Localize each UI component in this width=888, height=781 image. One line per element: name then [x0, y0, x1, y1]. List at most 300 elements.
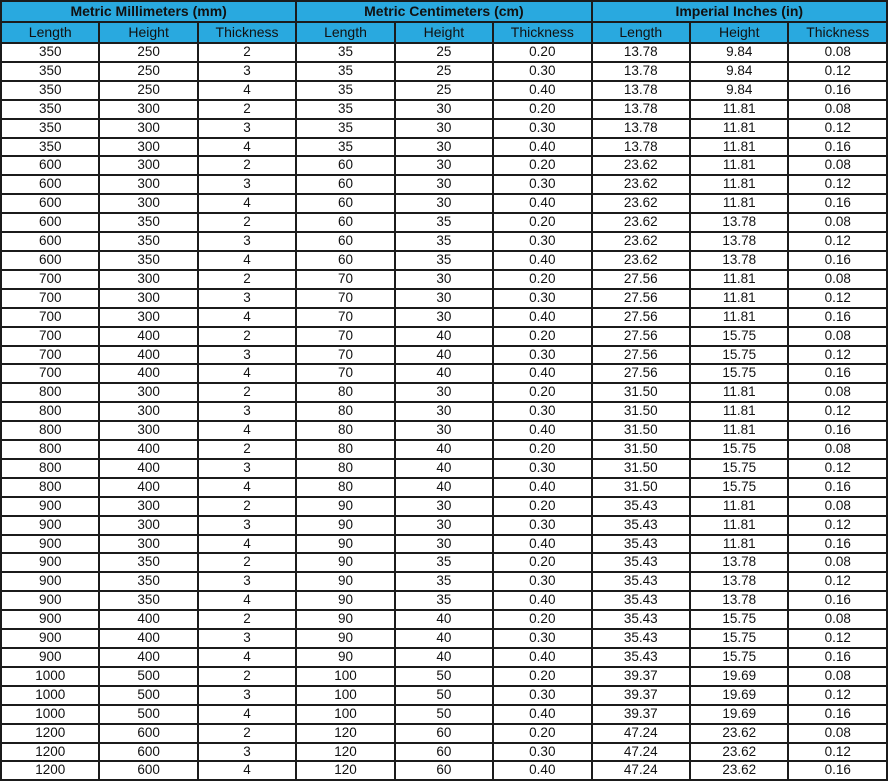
table-cell: 11.81: [690, 516, 788, 535]
table-cell: 2: [198, 100, 296, 119]
table-cell: 0.12: [788, 232, 887, 251]
table-cell: 600: [99, 743, 197, 762]
table-cell: 2: [198, 43, 296, 62]
table-cell: 60: [296, 213, 394, 232]
table-row: [1, 346, 887, 365]
table-row: [1, 667, 887, 686]
table-cell: 13.78: [690, 591, 788, 610]
table-cell: 25: [395, 81, 493, 100]
table-cell: 39.37: [592, 705, 691, 724]
table-cell: 2: [198, 327, 296, 346]
table-cell: 47.24: [592, 743, 691, 762]
table-cell: 30: [395, 100, 493, 119]
table-cell: 15.75: [690, 478, 788, 497]
table-cell: 19.69: [690, 705, 788, 724]
table-cell: 0.16: [788, 138, 887, 157]
table-cell: 1200: [1, 743, 99, 762]
table-cell: 11.81: [690, 289, 788, 308]
table-cell: 11.81: [690, 383, 788, 402]
table-cell: 35: [395, 572, 493, 591]
table-cell: 40: [395, 364, 493, 383]
table-cell: 30: [395, 270, 493, 289]
table-cell: 300: [99, 497, 197, 516]
table-cell: 0.08: [788, 440, 887, 459]
table-cell: 90: [296, 629, 394, 648]
table-cell: 11.81: [690, 119, 788, 138]
table-cell: 1000: [1, 667, 99, 686]
table-cell: 11.81: [690, 402, 788, 421]
table-cell: 300: [99, 516, 197, 535]
table-cell: 35: [395, 553, 493, 572]
table-cell: 400: [99, 459, 197, 478]
table-cell: 70: [296, 346, 394, 365]
table-cell: 60: [296, 156, 394, 175]
table-cell: 70: [296, 289, 394, 308]
column-header-cm-thickness: Thickness: [493, 22, 591, 43]
table-cell: 900: [1, 648, 99, 667]
column-header-mm-length: Length: [1, 22, 99, 43]
table-cell: 0.16: [788, 194, 887, 213]
table-row: [1, 705, 887, 724]
table-cell: 350: [1, 100, 99, 119]
column-header-row: [1, 22, 887, 43]
table-cell: 4: [198, 251, 296, 270]
table-row: [1, 270, 887, 289]
table-cell: 3: [198, 516, 296, 535]
table-cell: 300: [99, 138, 197, 157]
table-cell: 300: [99, 156, 197, 175]
table-cell: 11.81: [690, 175, 788, 194]
table-cell: 0.12: [788, 175, 887, 194]
table-cell: 35.43: [592, 553, 691, 572]
table-cell: 11.81: [690, 270, 788, 289]
table-cell: 0.40: [493, 364, 591, 383]
table-cell: 13.78: [592, 138, 691, 157]
table-cell: 30: [395, 497, 493, 516]
table-cell: 0.40: [493, 535, 591, 554]
table-cell: 600: [99, 761, 197, 780]
table-row: [1, 327, 887, 346]
table-cell: 0.20: [493, 383, 591, 402]
table-cell: 700: [1, 270, 99, 289]
table-cell: 0.16: [788, 591, 887, 610]
table-cell: 0.30: [493, 629, 591, 648]
table-cell: 300: [99, 402, 197, 421]
table-cell: 90: [296, 572, 394, 591]
table-cell: 9.84: [690, 43, 788, 62]
table-cell: 23.62: [592, 194, 691, 213]
table-cell: 30: [395, 175, 493, 194]
table-cell: 2: [198, 724, 296, 743]
table-cell: 400: [99, 440, 197, 459]
table-cell: 35: [395, 591, 493, 610]
table-body: [1, 43, 887, 780]
table-row: [1, 648, 887, 667]
table-cell: 27.56: [592, 308, 691, 327]
table-row: [1, 138, 887, 157]
table-cell: 0.16: [788, 308, 887, 327]
table-cell: 30: [395, 308, 493, 327]
table-cell: 35: [395, 213, 493, 232]
table-row: [1, 383, 887, 402]
table-cell: 15.75: [690, 629, 788, 648]
table-cell: 4: [198, 478, 296, 497]
table-cell: 0.08: [788, 553, 887, 572]
table-cell: 35: [395, 251, 493, 270]
table-cell: 1200: [1, 724, 99, 743]
table-cell: 2: [198, 213, 296, 232]
table-cell: 4: [198, 81, 296, 100]
table-cell: 0.16: [788, 81, 887, 100]
table-cell: 350: [1, 43, 99, 62]
table-row: [1, 591, 887, 610]
table-cell: 0.40: [493, 591, 591, 610]
group-header-metric-mm: Metric Millimeters (mm): [1, 1, 296, 22]
table-cell: 0.30: [493, 62, 591, 81]
table-cell: 11.81: [690, 535, 788, 554]
table-row: [1, 364, 887, 383]
table-row: [1, 43, 887, 62]
table-cell: 0.08: [788, 383, 887, 402]
table-cell: 80: [296, 459, 394, 478]
table-cell: 0.30: [493, 459, 591, 478]
table-cell: 0.08: [788, 327, 887, 346]
table-cell: 0.08: [788, 156, 887, 175]
table-cell: 250: [99, 62, 197, 81]
table-cell: 0.20: [493, 270, 591, 289]
table-cell: 35: [395, 232, 493, 251]
table-row: [1, 516, 887, 535]
table-row: [1, 175, 887, 194]
table-row: [1, 686, 887, 705]
table-cell: 70: [296, 308, 394, 327]
table-row: [1, 478, 887, 497]
table-cell: 0.30: [493, 119, 591, 138]
table-cell: 350: [99, 213, 197, 232]
table-cell: 300: [99, 194, 197, 213]
table-cell: 2: [198, 440, 296, 459]
table-row: [1, 761, 887, 780]
table-cell: 11.81: [690, 138, 788, 157]
table-cell: 0.16: [788, 364, 887, 383]
table-cell: 600: [1, 232, 99, 251]
table-row: [1, 535, 887, 554]
table-cell: 500: [99, 705, 197, 724]
table-cell: 0.20: [493, 497, 591, 516]
table-cell: 3: [198, 119, 296, 138]
table-cell: 13.78: [690, 232, 788, 251]
table-cell: 35.43: [592, 648, 691, 667]
table-cell: 60: [395, 761, 493, 780]
table-cell: 25: [395, 62, 493, 81]
table-cell: 35.43: [592, 497, 691, 516]
table-cell: 0.40: [493, 478, 591, 497]
table-cell: 350: [1, 138, 99, 157]
table-cell: 30: [395, 421, 493, 440]
table-cell: 0.30: [493, 346, 591, 365]
table-cell: 0.40: [493, 648, 591, 667]
table-cell: 90: [296, 648, 394, 667]
table-cell: 1000: [1, 686, 99, 705]
table-cell: 3: [198, 232, 296, 251]
table-cell: 300: [99, 175, 197, 194]
table-cell: 90: [296, 553, 394, 572]
table-cell: 0.08: [788, 610, 887, 629]
table-cell: 0.16: [788, 478, 887, 497]
table-cell: 700: [1, 327, 99, 346]
table-cell: 23.62: [690, 743, 788, 762]
table-cell: 4: [198, 308, 296, 327]
table-cell: 1000: [1, 705, 99, 724]
table-cell: 9.84: [690, 62, 788, 81]
table-cell: 90: [296, 610, 394, 629]
table-cell: 500: [99, 667, 197, 686]
table-cell: 0.12: [788, 686, 887, 705]
table-cell: 30: [395, 289, 493, 308]
table-cell: 0.40: [493, 761, 591, 780]
table-cell: 0.12: [788, 459, 887, 478]
table-row: [1, 251, 887, 270]
table-cell: 0.16: [788, 648, 887, 667]
table-cell: 35.43: [592, 535, 691, 554]
table-cell: 0.12: [788, 743, 887, 762]
table-cell: 400: [99, 346, 197, 365]
column-header-in-length: Length: [592, 22, 691, 43]
table-cell: 90: [296, 535, 394, 554]
table-cell: 13.78: [592, 100, 691, 119]
table-cell: 2: [198, 156, 296, 175]
table-row: [1, 629, 887, 648]
table-cell: 350: [99, 232, 197, 251]
table-cell: 4: [198, 138, 296, 157]
table-cell: 900: [1, 535, 99, 554]
table-cell: 40: [395, 610, 493, 629]
table-row: [1, 497, 887, 516]
table-cell: 40: [395, 459, 493, 478]
table-cell: 400: [99, 610, 197, 629]
table-cell: 600: [1, 251, 99, 270]
table-cell: 300: [99, 383, 197, 402]
table-cell: 0.20: [493, 553, 591, 572]
table-cell: 23.62: [592, 175, 691, 194]
table-cell: 0.12: [788, 289, 887, 308]
table-cell: 0.08: [788, 213, 887, 232]
table-cell: 900: [1, 572, 99, 591]
table-cell: 15.75: [690, 440, 788, 459]
table-cell: 30: [395, 402, 493, 421]
table-cell: 600: [99, 724, 197, 743]
table-cell: 23.62: [592, 251, 691, 270]
table-cell: 1200: [1, 761, 99, 780]
table-cell: 400: [99, 364, 197, 383]
table-cell: 23.62: [690, 761, 788, 780]
table-cell: 3: [198, 402, 296, 421]
table-cell: 80: [296, 383, 394, 402]
column-header-mm-height: Height: [99, 22, 197, 43]
table-cell: 15.75: [690, 346, 788, 365]
table-cell: 90: [296, 497, 394, 516]
table-cell: 23.62: [592, 232, 691, 251]
table-cell: 350: [1, 119, 99, 138]
table-cell: 300: [99, 535, 197, 554]
table-cell: 50: [395, 686, 493, 705]
table-cell: 90: [296, 516, 394, 535]
table-cell: 0.20: [493, 667, 591, 686]
table-cell: 0.08: [788, 100, 887, 119]
table-cell: 31.50: [592, 440, 691, 459]
table-cell: 400: [99, 478, 197, 497]
table-cell: 31.50: [592, 383, 691, 402]
table-cell: 0.20: [493, 440, 591, 459]
table-row: [1, 289, 887, 308]
table-cell: 350: [99, 591, 197, 610]
table-cell: 0.16: [788, 535, 887, 554]
table-cell: 0.20: [493, 213, 591, 232]
table-cell: 35: [296, 62, 394, 81]
table-cell: 0.12: [788, 572, 887, 591]
table-cell: 15.75: [690, 648, 788, 667]
table-cell: 3: [198, 289, 296, 308]
table-cell: 4: [198, 761, 296, 780]
table-cell: 39.37: [592, 667, 691, 686]
table-cell: 0.30: [493, 232, 591, 251]
column-header-in-thickness: Thickness: [788, 22, 887, 43]
table-cell: 0.20: [493, 156, 591, 175]
table-cell: 27.56: [592, 270, 691, 289]
table-cell: 300: [99, 100, 197, 119]
table-cell: 40: [395, 440, 493, 459]
table-cell: 0.16: [788, 761, 887, 780]
table-cell: 0.12: [788, 629, 887, 648]
table-cell: 60: [296, 194, 394, 213]
table-cell: 0.40: [493, 308, 591, 327]
table-cell: 0.40: [493, 421, 591, 440]
table-cell: 80: [296, 402, 394, 421]
table-cell: 900: [1, 629, 99, 648]
table-cell: 15.75: [690, 610, 788, 629]
table-row: [1, 402, 887, 421]
table-row: [1, 440, 887, 459]
table-cell: 350: [1, 81, 99, 100]
table-row: [1, 459, 887, 478]
table-cell: 0.12: [788, 62, 887, 81]
table-cell: 15.75: [690, 327, 788, 346]
table-cell: 600: [1, 194, 99, 213]
table-cell: 350: [99, 553, 197, 572]
table-cell: 0.40: [493, 138, 591, 157]
table-cell: 30: [395, 119, 493, 138]
table-cell: 800: [1, 421, 99, 440]
table-cell: 0.08: [788, 497, 887, 516]
table-cell: 4: [198, 648, 296, 667]
table-cell: 60: [296, 232, 394, 251]
table-cell: 35: [296, 119, 394, 138]
table-cell: 0.30: [493, 175, 591, 194]
table-cell: 0.16: [788, 705, 887, 724]
table-cell: 27.56: [592, 289, 691, 308]
table-row: [1, 81, 887, 100]
table-cell: 60: [296, 251, 394, 270]
table-row: [1, 743, 887, 762]
table-cell: 70: [296, 327, 394, 346]
table-cell: 0.16: [788, 251, 887, 270]
table-cell: 0.08: [788, 724, 887, 743]
table-cell: 0.40: [493, 251, 591, 270]
table-cell: 0.12: [788, 402, 887, 421]
table-cell: 900: [1, 610, 99, 629]
table-cell: 25: [395, 43, 493, 62]
table-cell: 120: [296, 724, 394, 743]
table-cell: 19.69: [690, 686, 788, 705]
table-cell: 30: [395, 516, 493, 535]
table-cell: 100: [296, 705, 394, 724]
table-cell: 60: [395, 724, 493, 743]
table-cell: 31.50: [592, 421, 691, 440]
table-cell: 11.81: [690, 421, 788, 440]
table-cell: 300: [99, 270, 197, 289]
table-cell: 13.78: [690, 213, 788, 232]
table-row: [1, 156, 887, 175]
table-cell: 35.43: [592, 610, 691, 629]
table-cell: 47.24: [592, 724, 691, 743]
table-row: [1, 724, 887, 743]
table-row: [1, 308, 887, 327]
table-cell: 600: [1, 213, 99, 232]
table-cell: 13.78: [592, 119, 691, 138]
table-cell: 11.81: [690, 194, 788, 213]
table-cell: 27.56: [592, 346, 691, 365]
table-cell: 100: [296, 667, 394, 686]
table-cell: 13.78: [592, 81, 691, 100]
table-cell: 35.43: [592, 591, 691, 610]
table-cell: 700: [1, 364, 99, 383]
table-cell: 4: [198, 535, 296, 554]
table-cell: 40: [395, 478, 493, 497]
table-cell: 31.50: [592, 459, 691, 478]
table-cell: 350: [99, 572, 197, 591]
table-row: [1, 119, 887, 138]
table-cell: 35: [296, 100, 394, 119]
table-cell: 4: [198, 194, 296, 213]
table-cell: 0.20: [493, 724, 591, 743]
table-cell: 13.78: [592, 43, 691, 62]
table-cell: 2: [198, 667, 296, 686]
table-cell: 30: [395, 156, 493, 175]
table-cell: 300: [99, 289, 197, 308]
table-cell: 15.75: [690, 459, 788, 478]
table-cell: 23.62: [592, 156, 691, 175]
table-cell: 3: [198, 62, 296, 81]
table-cell: 11.81: [690, 308, 788, 327]
table-cell: 0.30: [493, 572, 591, 591]
table-cell: 19.69: [690, 667, 788, 686]
table-cell: 2: [198, 497, 296, 516]
table-cell: 600: [1, 156, 99, 175]
table-cell: 250: [99, 81, 197, 100]
table-cell: 3: [198, 346, 296, 365]
column-header-mm-thickness: Thickness: [198, 22, 296, 43]
table-cell: 13.78: [690, 572, 788, 591]
table-cell: 900: [1, 553, 99, 572]
table-cell: 11.81: [690, 100, 788, 119]
table-cell: 0.08: [788, 667, 887, 686]
table-cell: 0.08: [788, 270, 887, 289]
table-cell: 0.20: [493, 610, 591, 629]
table-cell: 0.16: [788, 421, 887, 440]
table-cell: 60: [395, 743, 493, 762]
table-cell: 0.12: [788, 119, 887, 138]
table-cell: 31.50: [592, 402, 691, 421]
